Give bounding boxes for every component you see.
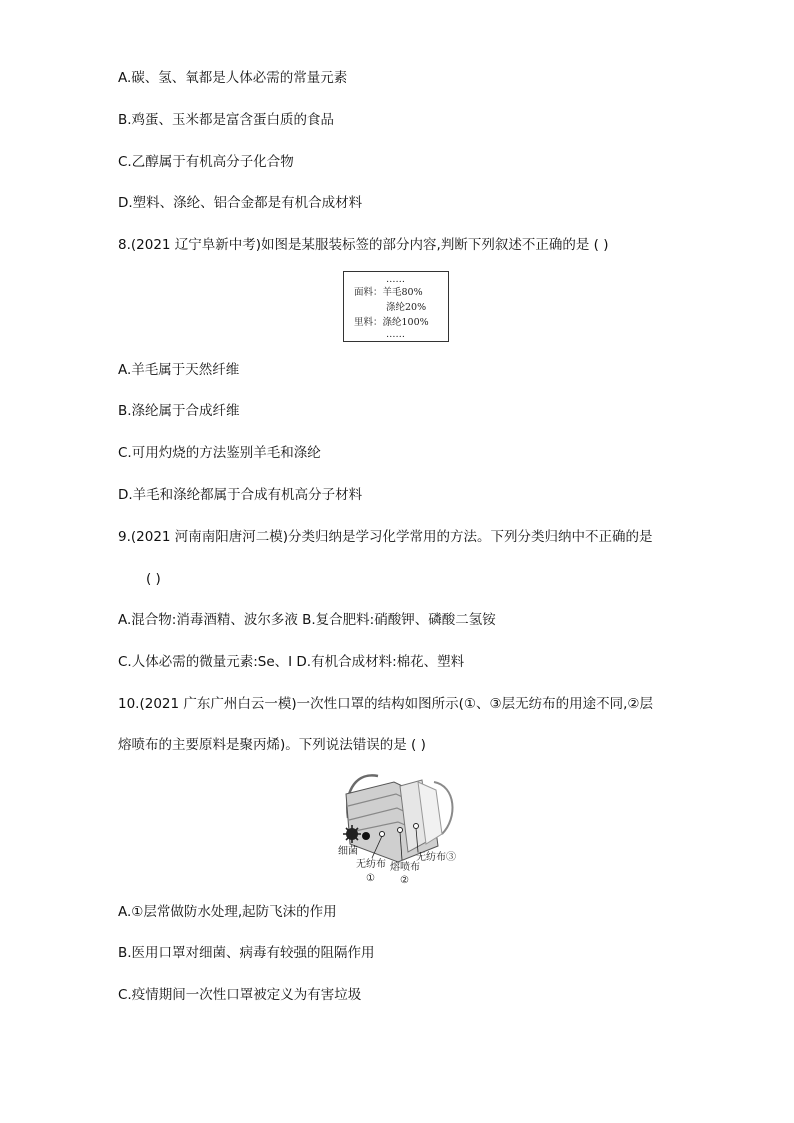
q10-option-b: B.医用口罩对细菌、病毒有较强的阻隔作用 bbox=[118, 945, 375, 961]
q9-stem: 9.(2021 河南南阳唐河二模)分类归纳是学习化学常用的方法。下列分类归纳中不正确的是 bbox=[118, 529, 653, 545]
mask-structure-figure bbox=[338, 770, 462, 888]
label-row-lining: 里料：涤纶100% bbox=[354, 317, 429, 328]
q9-answer-bracket: ( ) bbox=[146, 571, 161, 587]
q8-option-b: B.涤纶属于合成纤维 bbox=[118, 403, 240, 419]
layer-2-label: 熔喷布 bbox=[390, 862, 420, 873]
q7-option-c: C.乙醇属于有机高分子化合物 bbox=[118, 154, 294, 170]
layer-1-label: 无纺布 bbox=[356, 859, 386, 870]
q7-option-d: D.塑料、涤纶、铝合金都是有机合成材料 bbox=[118, 195, 363, 211]
q10-stem-line2: 熔喷布的主要原料是聚丙烯)。下列说法错误的是 ( ) bbox=[118, 737, 426, 753]
layer-2-number: ② bbox=[400, 875, 409, 886]
q8-option-a: A.羊毛属于天然纤维 bbox=[118, 362, 240, 378]
q10-option-c: C.疫情期间一次性口罩被定义为有害垃圾 bbox=[118, 987, 362, 1003]
layer-1-number: ① bbox=[366, 873, 375, 884]
q8-option-d: D.羊毛和涤纶都属于合成有机高分子材料 bbox=[118, 487, 363, 503]
layer-3-marker bbox=[414, 824, 419, 829]
q8-stem: 8.(2021 辽宁阜新中考)如图是某服装标签的部分内容,判断下列叙述不正确的是 ( ) bbox=[118, 237, 609, 253]
clothing-label-figure bbox=[343, 271, 449, 342]
q10-stem-line1: 10.(2021 广东广州白云一模)一次性口罩的结构如图所示(①、③层无纺布的用途不同,②层 bbox=[118, 696, 654, 712]
label-row-outer-wool: 面料：羊毛80% bbox=[354, 287, 423, 298]
q7-option-b: B.鸡蛋、玉米都是富含蛋白质的食品 bbox=[118, 112, 335, 128]
droplet-icon bbox=[362, 832, 370, 840]
q7-option-a: A.碳、氢、氧都是人体必需的常量元素 bbox=[118, 70, 348, 86]
layer-3-label: 无纺布③ bbox=[416, 852, 456, 863]
label-dots-bottom: …… bbox=[386, 329, 405, 340]
germ-label: 细菌 bbox=[338, 846, 358, 857]
layer-1-marker bbox=[380, 832, 385, 837]
q8-option-c: C.可用灼烧的方法鉴别羊毛和涤纶 bbox=[118, 445, 321, 461]
layer-2-marker bbox=[398, 828, 403, 833]
mask-diagram bbox=[338, 770, 462, 888]
q9-options-ab: A.混合物:消毒酒精、波尔多液 B.复合肥料:硝酸钾、磷酸二氢铵 bbox=[118, 612, 496, 628]
q9-options-cd: C.人体必需的微量元素:Se、I D.有机合成材料:棉花、塑料 bbox=[118, 654, 465, 670]
label-dots-top: …… bbox=[386, 274, 405, 285]
label-row-outer-polyester: 涤纶20% bbox=[386, 302, 427, 313]
q10-option-a: A.①层常做防水处理,起防飞沫的作用 bbox=[118, 904, 337, 920]
